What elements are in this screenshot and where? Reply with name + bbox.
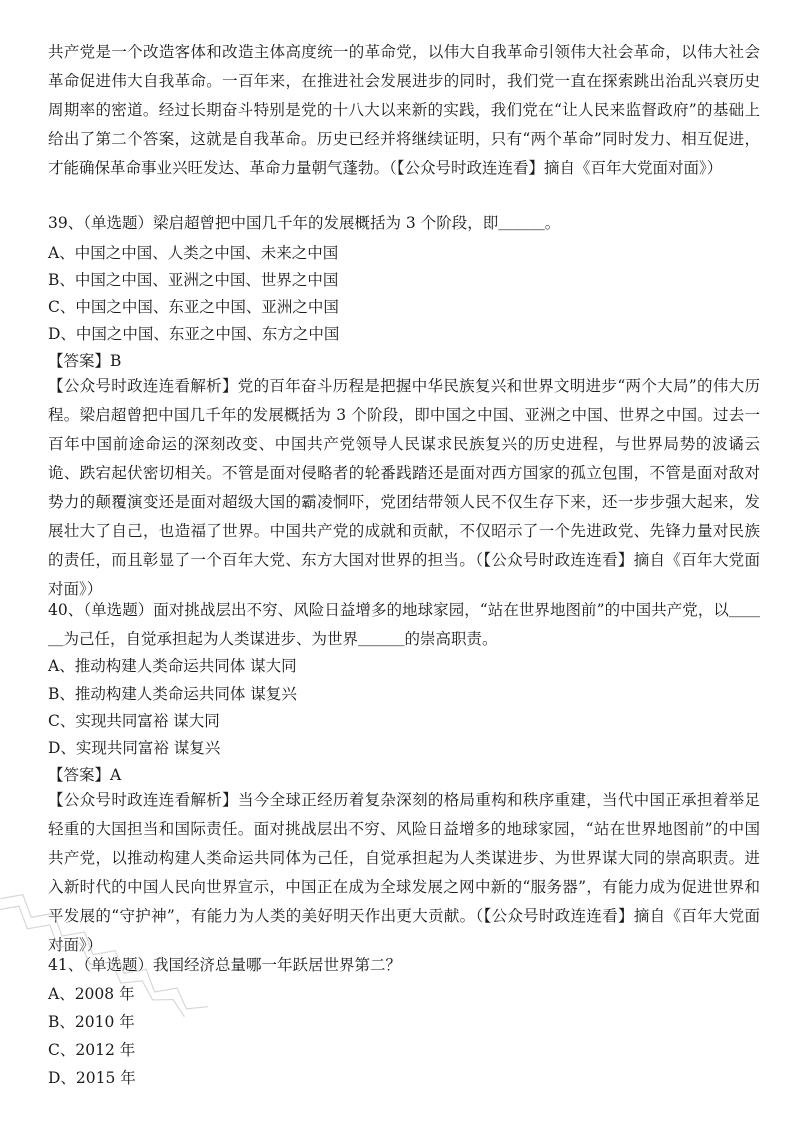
q39-option-a: A、中国之中国、人类之中国、未来之中国: [48, 244, 339, 262]
q40-answer: 【答案】A: [48, 766, 122, 784]
q39-answer: 【答案】B: [48, 352, 122, 370]
question-41: 41、（单选题）我国经济总量哪一年跃居世界第二？: [48, 956, 401, 974]
q39-option-b: B、中国之中国、亚洲之中国、世界之中国: [48, 271, 339, 289]
q41-option-a: A、2008 年: [48, 985, 135, 1003]
q41-option-b: B、2010 年: [48, 1013, 135, 1031]
q40-option-d: D、实现共同富裕 谋复兴: [48, 739, 221, 757]
q40-option-c: C、实现共同富裕 谋大同: [48, 712, 220, 730]
q39-analysis: 【公众号时政连连看解析】党的百年奋斗历程是把握中华民族复兴和世界文明进步“两个大局”的伟大历程。梁启超曾把中国几千年的发展概括为 3 个阶段，即中国之中国、亚洲之中国、世界之中国。过去一百年中国前途命运的深刻改变、中国共产党领导人民谋求民族复兴的历史进程，与世界局势的波谲云诡、跌宕起伏密切相关。不管是面对侵略者的轮番践踏还是面对西方国家的孤立包围，不管是面对敌对势力的颠覆演变还是面对超级大国的霸凌恫吓，党团结带领人民不仅生存下来，还一步步强大起来，发展壮大了自己，也造福了世界。中国共产党的成就和贡献，不仅昭示了一个先进政党、先锋力量对民族的责任，而且彰显了一个百年大党、东方大国对世界的担当。（【公众号时政连连看】摘自《百年大党面对面》）: [48, 377, 760, 598]
q40-analysis: 【公众号时政连连看解析】当今全球正经历着复杂深刻的格局重构和秩序重建，当代中国正承担着举足轻重的大国担当和国际责任。面对挑战层出不穷、风险日益增多的地球家园，“站在世界地图前”的中国共产党，以推动构建人类命运共同体为己任，自觉承担起为人类谋进步、为世界谋大同的崇高职责。进入新时代的中国人民向世界宣示，中国正在成为全球发展之网中新的“服务器”，有能力成为促进世界和平发展的“守护神”，有能力为人类的美好明天作出更大贡献。（【公众号时政连连看】摘自《百年大党面对面》）: [48, 791, 760, 954]
q41-option-d: D、2015 年: [48, 1069, 136, 1087]
q40-option-b: B、推动构建人类命运共同体 谋复兴: [48, 685, 297, 703]
q39-option-c: C、中国之中国、东亚之中国、亚洲之中国: [48, 298, 339, 316]
q39-option-d: D、中国之中国、东亚之中国、东方之中国: [48, 325, 340, 343]
intro-paragraph: 共产党是一个改造客体和改造主体高度统一的革命党，以伟大自我革命引领伟大社会革命，以伟大社会革命促进伟大自我革命。一百年来，在推进社会发展进步的同时，我们党一直在探索跳出治乱兴衰历史周期率的密道。经过长期奋斗特别是党的十八大以来新的实践，我们党在“让人民来监督政府”的基础上给出了第二个答案，这就是自我革命。历史已经并将继续证明，只有“两个革命”同时发力、相互促进，才能确保革命事业兴旺发达、革命力量朝气蓬勃。（【公众号时政连连看】摘自《百年大党面对面》）: [48, 43, 760, 177]
q40-option-a: A、推动构建人类命运共同体 谋大同: [48, 657, 297, 675]
q41-option-c: C、2012 年: [48, 1041, 136, 1059]
question-39: 39、（单选题）梁启超曾把中国几千年的发展概括为 3 个阶段，即＿＿＿。: [48, 214, 561, 232]
question-40: 40、（单选题）面对挑战层出不穷、风险日益增多的地球家园，“站在世界地图前”的中国共产党，以＿＿＿为己任，自觉承担起为人类谋进步、为世界＿＿＿的崇高职责。: [48, 601, 760, 648]
